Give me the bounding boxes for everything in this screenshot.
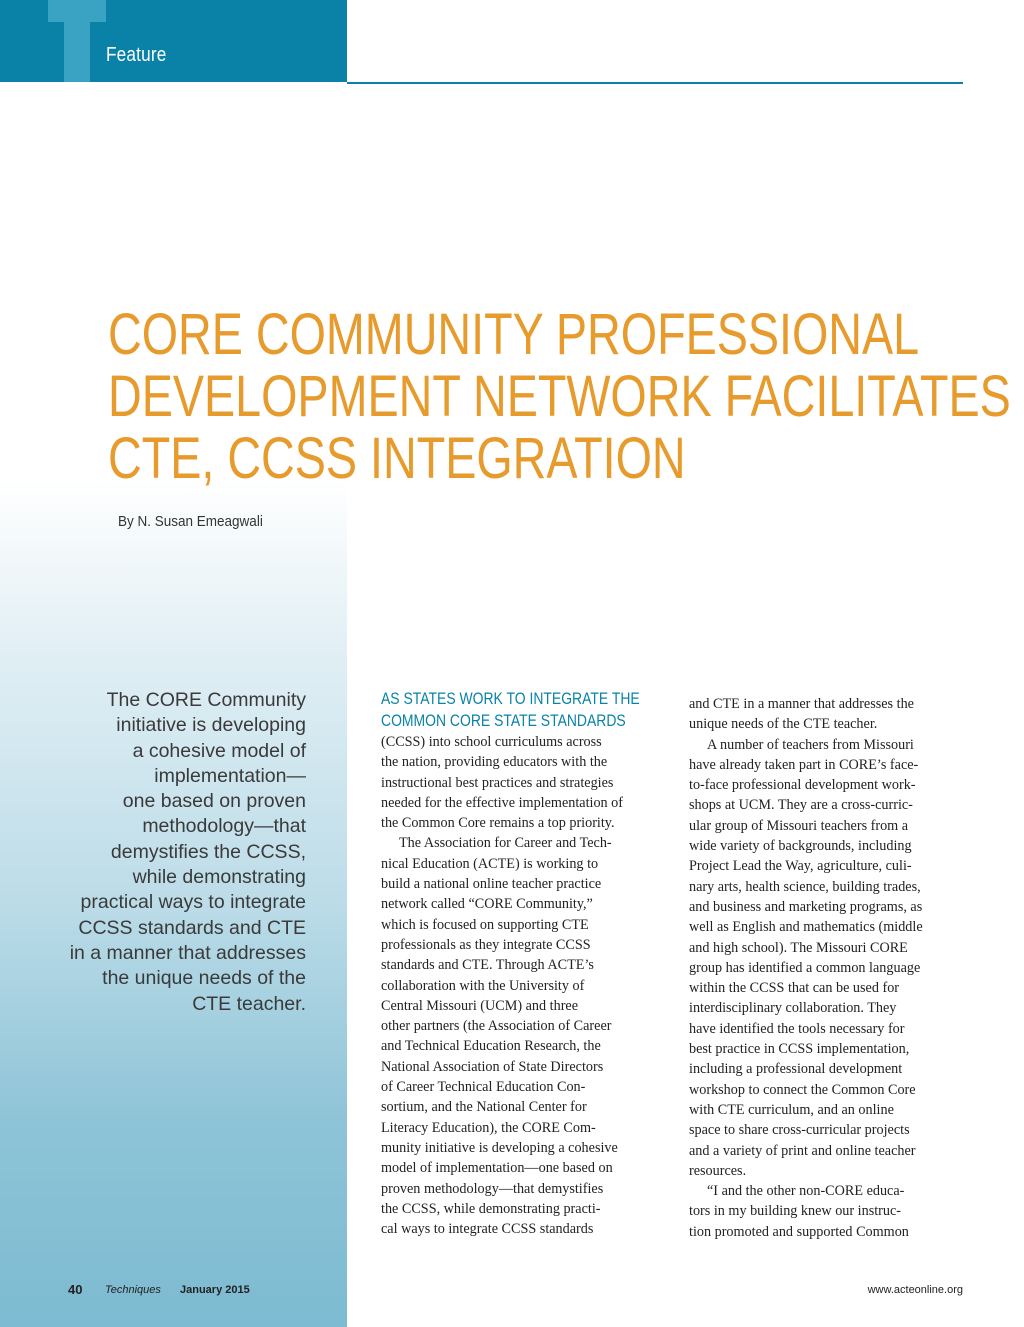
section-label: Feature: [106, 44, 167, 66]
body-line: the nation, providing educators with the: [381, 754, 608, 771]
header-rule: [347, 82, 963, 84]
body-line: have identified the tools necessary for: [689, 1020, 905, 1037]
body-line: including a professional development: [689, 1061, 903, 1078]
body-line: professionals as they integrate CCSS: [381, 936, 591, 953]
footer-url: www.acteonline.org: [867, 1284, 963, 1296]
body-line: tors in my building knew our instruc-: [689, 1203, 902, 1220]
body-line: Central Missouri (UCM) and three: [381, 997, 579, 1014]
body-line: within the CCSS that can be used for: [689, 980, 900, 997]
body-line: and Technical Education Research, the: [381, 1038, 601, 1055]
body-line: resources.: [689, 1162, 747, 1179]
body-line: space to share cross-curricular projects: [689, 1122, 910, 1139]
body-line: with CTE curriculum, and an online: [689, 1101, 894, 1118]
body-line: cal ways to integrate CCSS standards: [381, 1221, 594, 1238]
left-gradient-panel: [0, 0, 347, 1327]
body-line: and a variety of print and online teacher: [689, 1142, 916, 1159]
body-line: sortium, and the National Center for: [381, 1099, 587, 1116]
body-line: standards and CTE. Through ACTE’s: [381, 957, 594, 974]
pullquote-line: a cohesive model of: [132, 739, 306, 762]
body-line: which is focused on supporting CTE: [381, 916, 589, 933]
body-line: munity initiative is developing a cohesive: [381, 1139, 618, 1156]
body-line: ular group of Missouri teachers from a: [689, 817, 909, 834]
body-line: have already taken part in CORE’s face-: [689, 756, 919, 773]
body-column-1: [381, 688, 656, 1239]
pullquote-line: demystifies the CCSS,: [110, 840, 306, 863]
lead-in-line: AS STATES WORK TO INTEGRATE THE: [381, 689, 640, 708]
page-number: 40: [68, 1282, 83, 1297]
body-line: “I and the other non-CORE educa-: [707, 1183, 905, 1200]
body-line: and high school). The Missouri CORE: [689, 939, 908, 956]
pullquote-line: the unique needs of the: [102, 967, 306, 990]
body-line: the Common Core remains a top priority.: [381, 815, 615, 832]
pullquote-line: CCSS standards and CTE: [78, 916, 306, 939]
body-line: the CCSS, while demonstrating practi-: [381, 1200, 601, 1217]
t-logo-mark-stem: [64, 0, 90, 82]
body-line: (CCSS) into school curriculums across: [381, 734, 602, 750]
body-line: unique needs of the CTE teacher.: [689, 716, 878, 733]
pullquote-line: in a manner that addresses: [69, 941, 306, 964]
body-line: well as English and mathematics (middle: [689, 919, 923, 936]
body-line: Literacy Education), the CORE Com-: [381, 1119, 596, 1136]
body-line: build a national online teacher practice: [381, 876, 602, 893]
body-line: nical Education (ACTE) is working to: [381, 855, 599, 872]
body-column-2: [689, 694, 964, 1242]
pullquote-line: implementation—: [154, 764, 306, 787]
body-line: A number of teachers from Missouri: [707, 736, 914, 753]
pullquote-line: practical ways to integrate: [80, 891, 306, 914]
magazine-name: Techniques: [105, 1284, 161, 1296]
pullquote-line: one based on proven: [122, 790, 306, 813]
body-line: of Career Technical Education Con-: [381, 1079, 586, 1096]
pullquote-line: initiative is developing: [116, 714, 306, 737]
body-line: and CTE in a manner that addresses the: [689, 696, 914, 712]
body-line: network called “CORE Community,”: [381, 896, 593, 913]
pull-quote: [40, 688, 306, 1017]
title-line: CORE COMMUNITY PROFESSIONAL: [108, 302, 920, 367]
title-line: CTE, CCSS INTEGRATION: [108, 426, 686, 491]
body-line: interdisciplinary collaboration. They: [689, 1000, 897, 1017]
lead-in-line: COMMON CORE STATE STANDARDS: [381, 711, 626, 730]
body-line: tion promoted and supported Common: [689, 1223, 909, 1240]
issue-date: January 2015: [180, 1284, 250, 1296]
body-line: other partners (the Association of Career: [381, 1018, 612, 1035]
pullquote-line: CTE teacher.: [192, 992, 306, 1015]
byline: By N. Susan Emeagwali: [118, 513, 263, 530]
pullquote-line: The CORE Community: [106, 689, 306, 711]
body-line: The Association for Career and Tech-: [399, 835, 612, 852]
body-line: National Association of State Directors: [381, 1058, 604, 1075]
body-line: group has identified a common language: [689, 959, 921, 976]
body-line: collaboration with the University of: [381, 977, 585, 994]
body-line: model of implementation—one based on: [381, 1160, 613, 1177]
article-title: [108, 302, 1011, 491]
body-line: to-face professional development work-: [689, 777, 916, 794]
pullquote-line: while demonstrating: [132, 866, 306, 889]
body-line: needed for the effective implementation of: [381, 794, 624, 811]
title-line: DEVELOPMENT NETWORK FACILITATES: [108, 364, 1011, 429]
body-line: workshop to connect the Common Core: [689, 1081, 916, 1098]
body-line: instructional best practices and strategies: [381, 774, 614, 791]
body-line: and business and marketing programs, as: [689, 898, 923, 915]
body-line: best practice in CCSS implementation,: [689, 1041, 910, 1058]
body-line: Project Lead the Way, agriculture, culi-: [689, 858, 912, 875]
body-line: wide variety of backgrounds, including: [689, 838, 912, 855]
body-line: proven methodology—that demystifies: [381, 1180, 604, 1197]
body-line: shops at UCM. They are a cross-curric-: [689, 797, 913, 814]
body-line: nary arts, health science, building trades,: [689, 878, 921, 895]
pullquote-line: methodology—that: [142, 815, 306, 838]
